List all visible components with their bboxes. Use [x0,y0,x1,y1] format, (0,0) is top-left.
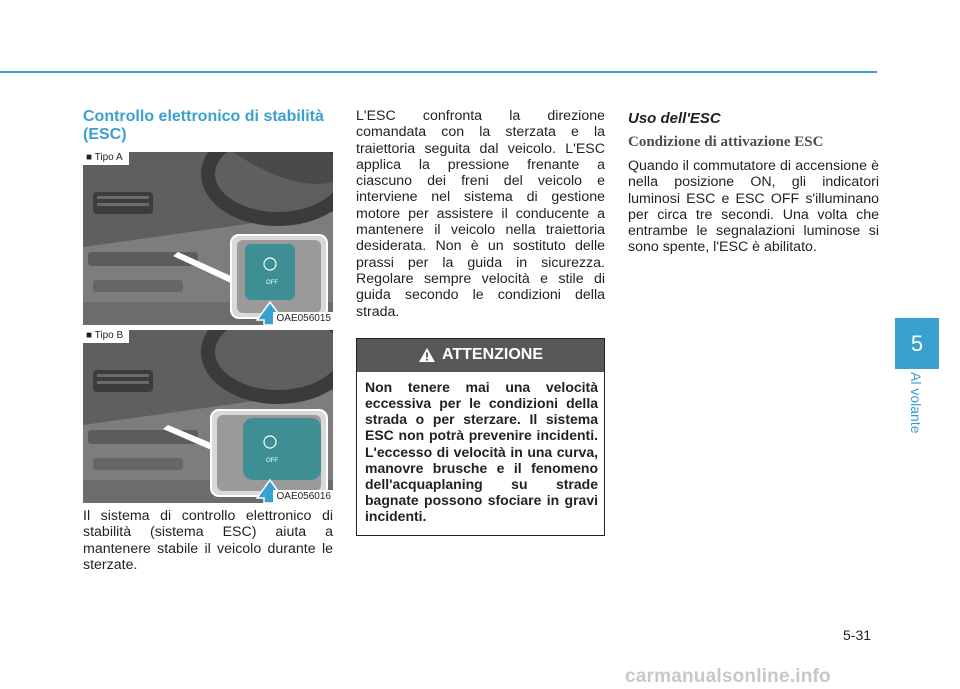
column-right [628,108,879,256]
esc-off-button-b [243,418,321,480]
esc-off-button-a [245,244,295,300]
figure-tipo-b [83,330,333,503]
watermark: carmanualsonline.info [625,666,831,687]
figure-code-a: OAE056015 [273,312,334,325]
warning-title: ATTENZIONE [441,346,544,364]
warning-header [357,339,604,372]
use-esc-heading: Uso dell'ESC [628,110,721,127]
esc-description-paragraph: L'ESC confronta la direzione comandata con la sterzata e la traiettoria seguita dal veicolo. L'ESC applica la pressione frenante a ciascuno dei freni del veicolo e interviene nel sistema di gestione motore per assistere il conducente a mantenere il veicolo nella traiettoria desiderata. Non è un sostituto delle prassi per la guida in sicurezza. Regolare sempre velocità e stile di guida secondo le condizioni della strada. [356,108,605,320]
chapter-label: Al volante [908,372,924,434]
chapter-number-tab: 5 [895,318,939,369]
figure-tag-a: ■ Tipo A [83,152,129,165]
header-rule [0,71,877,73]
figure-tipo-a [83,152,333,325]
figure-tag-b: ■ Tipo B [83,330,129,343]
dashboard-illustration-a [83,152,333,325]
intro-paragraph: Il sistema di controllo elettronico di stabilità (sistema ESC) aiuta a mantenere stabile il veicolo durante le sterzate. [83,508,333,573]
column-left [83,108,333,573]
esc-off-label-b: OFF [266,458,278,464]
column-middle [356,108,605,536]
dashboard-illustration-b [83,330,333,503]
activation-condition-heading: Condizione di attivazione ESC [628,134,824,150]
warning-body: Non tenere mai una velocità eccessiva per le condizioni della strada o per sterzare. Il sistema ESC non potrà prevenire incidenti. L'eccesso di velocità in una curva, manovre brusche e il fenomeno dell'acquaplaning su strade bagnate possono sfociare in gravi incidenti. [365,378,598,525]
activation-condition-paragraph: Quando il commutatore di accensione è nella posizione ON, gli indicatori luminosi ESC e ESC OFF s'illuminano per circa tre secondi. Una volta che entrambe le segnalazioni luminose si sono spente, l'ESC è abilitato. [628,158,879,256]
page-number: 5-31 [843,627,872,643]
esc-off-label-a: OFF [266,280,278,286]
figure-code-b: OAE056016 [273,490,334,503]
warning-box [356,338,605,536]
warning-triangle-icon [418,347,436,363]
section-title: Controllo elettronico di stabilità (ESC) [83,108,324,143]
